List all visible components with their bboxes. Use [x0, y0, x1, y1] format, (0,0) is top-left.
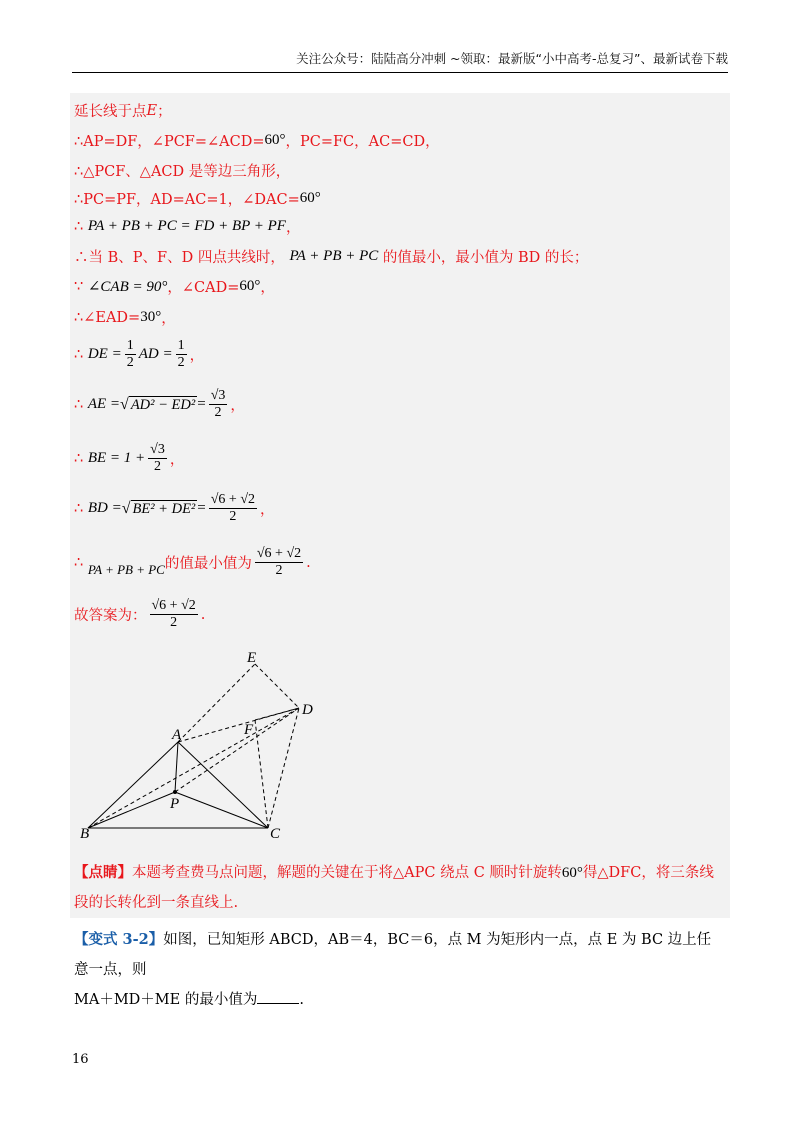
fraction-one-half: $\frac{1}{2}$	[126, 338, 134, 370]
solution-line-5: ∴ PA + PB + PC = FD + BP + PF ，	[74, 218, 301, 236]
segment-AC	[178, 742, 268, 828]
label-B: B	[80, 826, 90, 842]
page-header: 关注公众号：陆陆高分冲刺 ~领取：最新版“小中高考-总复习”、最新试卷下载	[72, 46, 728, 73]
solution-line-7: ∵ ∠CAB = 90° ，∠CAD= 60° ，	[74, 278, 275, 296]
solution-line-1: 延长线于点 E ；	[74, 102, 172, 120]
segment-AD	[178, 708, 299, 742]
segment-CD	[268, 708, 299, 828]
point-P	[173, 790, 177, 794]
solution-line-9: ∴ DE = $\frac{1}{2}$ AD = $\frac{1}{2}$ ，	[74, 338, 205, 370]
solution-line-10: ∴ AE = √ AD² − ED² = $\frac{√3}{2}$ ，	[74, 388, 245, 420]
solution-line-13: ∴ PA + PB + PC 的值最小值为 $\frac{√6 + √2}{2}$ .	[74, 546, 311, 578]
solution-line-2: ∴AP=DF，∠PCF=∠ACD= 60° ，PC=FC，AC=CD，	[74, 132, 440, 150]
answer-blank[interactable]	[257, 989, 299, 1004]
label-E: E	[247, 650, 257, 666]
solution-line-12: ∴ BD = √ BE² + DE² = $\frac{√6 + √2}{2}$ ，	[74, 492, 275, 524]
solution-line-3: ∴△PCF、△ACD 是等边三角形，	[74, 164, 291, 180]
fraction-sqrt3-half: $\frac{√3}{2}$	[210, 388, 226, 420]
segment-BP	[88, 792, 175, 828]
sqrt-expression: √ AD² − ED²	[120, 395, 196, 413]
segment-PC	[175, 792, 268, 828]
fraction-sqrt6-sqrt2-half: $\frac{√6 + √2}{2}$	[256, 546, 302, 578]
label-P: P	[170, 796, 180, 812]
solution-line-6: ∴当 B、P、F、D 四点共线时， PA + PB + PC 的值最小，最小值为 BD 的长；	[74, 248, 589, 266]
solution-line-8: ∴∠EAD= 30° ，	[74, 309, 176, 327]
page-number: 16	[72, 1052, 89, 1067]
key-point-note: 【点睛】本题考查费马点问题，解题的关键在于将△APC 绕点 C 顺时针旋转60°得△DFC，将三条线段的长转化到一条直线上.	[74, 864, 714, 911]
fraction-sqrt3-half: $\frac{√3}{2}$	[150, 442, 165, 474]
solution-line-14: 故答案为： $\frac{√6 + √2}{2}$ .	[74, 598, 206, 630]
sqrt-expression: √ BE² + DE²	[121, 499, 196, 517]
fraction-sqrt6-sqrt2-half: $\frac{√6 + √2}{2}$	[210, 492, 256, 524]
segment-AP	[175, 742, 178, 792]
label-C: C	[270, 826, 281, 842]
segment-ED	[255, 664, 299, 708]
fraction-one-half-result: $\frac{1}{2}$	[177, 338, 185, 370]
variant-tag: 【变式 3-2】	[74, 931, 164, 948]
geometry-diagram	[80, 650, 340, 850]
segment-CF	[255, 720, 268, 828]
fraction-answer: $\frac{√6 + √2}{2}$	[151, 598, 196, 630]
variant-problem: 【变式 3-2】如图，已知矩形 ABCD，AB＝4，BC＝6，点 M 为矩形内一点，点 E 为 BC 边上任意一点，则 MA＋MD＋ME 的最小值为 .	[74, 931, 712, 1008]
key-point-tag: 【点睛】	[74, 864, 132, 881]
solution-line-11: ∴ BE = 1 + $\frac{√3}{2}$ ，	[74, 442, 185, 474]
label-A: A	[172, 727, 182, 743]
label-F: F	[244, 722, 254, 738]
solution-line-4: ∴PC=PF，AD=AC=1，∠DAC= 60°	[74, 190, 321, 208]
label-D: D	[302, 702, 313, 718]
